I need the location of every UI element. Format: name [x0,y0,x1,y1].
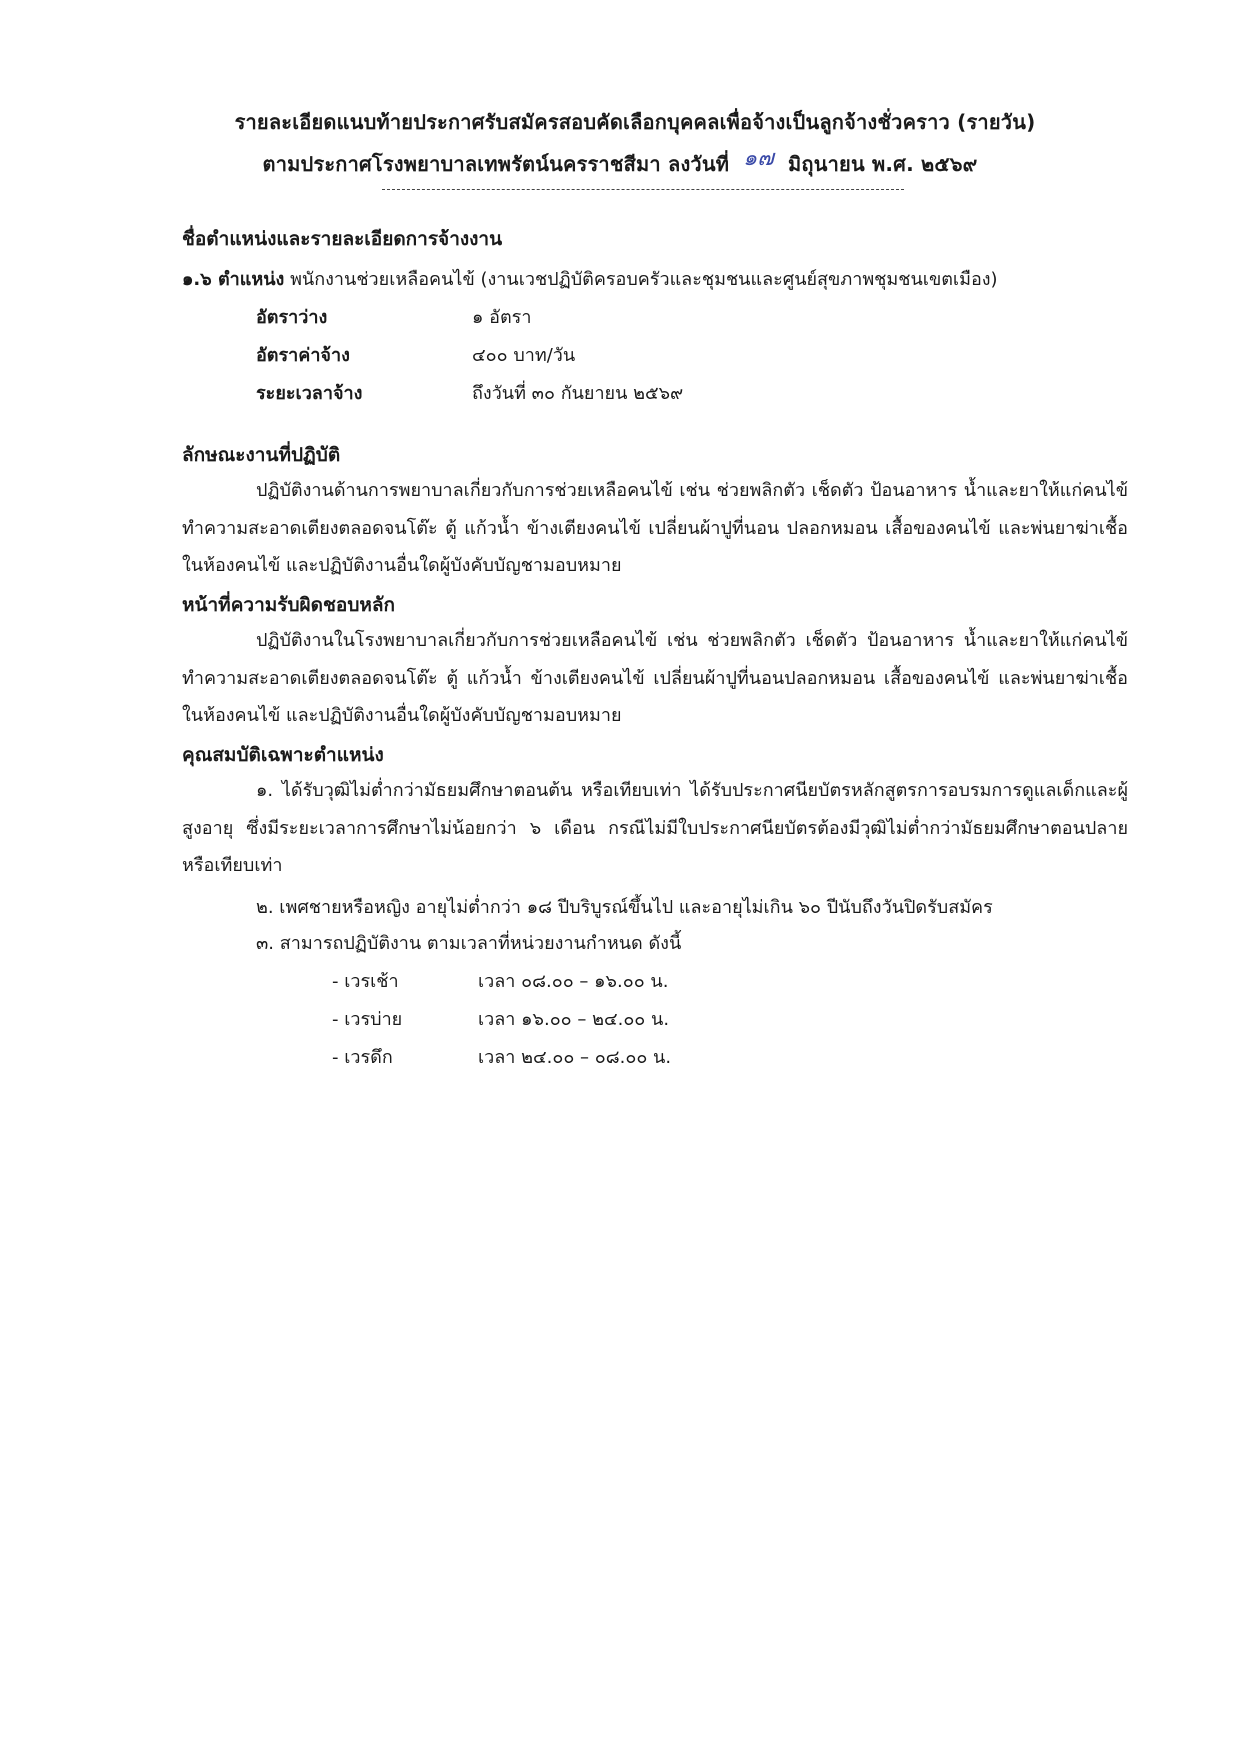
document-title: รายละเอียดแนบท้ายประกาศรับสมัครสอบคัดเลือกบุคคลเพื่อจ้างเป็นลูกจ้างชั่วคราว (รายวัน) [234,110,1036,134]
shift-row-afternoon [332,1004,669,1033]
shift-row-morning [332,966,668,995]
period-row [256,378,683,407]
main-duties-heading: หน้าที่ความรับผิดชอบหลัก [182,594,396,616]
position-value: พนักงานช่วยเหลือคนไข้ (งานเวชปฏิบัติครอบครัวและชุมชนและศูนย์สุขภาพชุมชนเขตเมือง) [290,269,998,290]
job-nature-heading: ลักษณะงานที่ปฏิบัติ [182,444,341,466]
wage-value: ๔๐๐ บาท/วัน [472,345,576,366]
shift-name: - เวรเช้า [332,971,399,992]
main-duties-paragraph: ปฏิบัติงานในโรงพยาบาลเกี่ยวกับการช่วยเหลือคนไข้ เช่น ช่วยพลิกตัว เช็ดตัว ป้อนอาหาร น้ำและยาให้แก่คนไข้ ทำความสะอาดเตียงตลอดจนโต๊ะ ตู้ แก้วน้ำ ข้างเตียงคนไข้ เปลี่ยนผ้าปูที่นอนปลอกหมอน เสื้อของคนไข้ และพ่นยาฆ่าเชื้อในห้องคนไข้ และปฏิบัติงานอื่นใดผู้บังคับบัญชามอบหมาย [182,630,1128,726]
qualification-item-2: ๒. เพศชายหรือหญิง อายุไม่ต่ำกว่า ๑๘ ปีบริบูรณ์ขึ้นไป และอายุไม่เกิน ๖๐ ปีนับถึงวันปิดรับสมัคร [256,897,993,918]
position-label: ๑.๖ ตำแหน่ง [182,269,285,290]
vacancy-label: อัตราว่าง [256,307,328,328]
position-line [182,264,998,293]
vacancy-value: ๑ อัตรา [472,307,532,328]
wage-label: อัตราค่าจ้าง [256,345,350,366]
qualifications-heading: คุณสมบัติเฉพาะตำแหน่ง [182,744,384,766]
shift-name: - เวรบ่าย [332,1009,403,1030]
shift-time: เวลา ๒๔.๐๐ – ๐๘.๐๐ น. [478,1047,672,1068]
announcement-reference-prefix: ตามประกาศโรงพยาบาลเทพรัตน์นครราชสีมา ลงวันที่ [262,152,730,176]
shift-time: เวลา ๑๖.๐๐ – ๒๔.๐๐ น. [478,1009,670,1030]
job-nature-paragraph: ปฏิบัติงานด้านการพยาบาลเกี่ยวกับการช่วยเหลือคนไข้ เช่น ช่วยพลิกตัว เช็ดตัว ป้อนอาหาร น้ำและยาให้แก่คนไข้ ทำความสะอาดเตียงตลอดจนโต๊ะ ตู้ แก้วน้ำ ข้างเตียงคนไข้ เปลี่ยนผ้าปูที่นอน ปลอกหมอน เสื้อของคนไข้ และพ่นยาฆ่าเชื้อในห้องคนไข้ และปฏิบัติงานอื่นใดผู้บังคับบัญชามอบหมาย [182,480,1128,576]
shift-row-night [332,1042,671,1071]
shift-name: - เวรดึก [332,1047,393,1068]
header-separator [382,189,904,190]
announcement-reference-suffix: มิถุนายน พ.ศ. ๒๕๖๙ [788,152,978,176]
qualification-item-3: ๓. สามารถปฏิบัติงาน ตามเวลาที่หน่วยงานกำหนด ดังนี้ [256,933,682,954]
qualification-item-1: ๑. ได้รับวุฒิไม่ต่ำกว่ามัธยมศึกษาตอนต้น หรือเทียบเท่า ได้รับประกาศนียบัตรหลักสูตรการอบรมการดูแลเด็กและผู้สูงอายุ ซึ่งมีระยะเวลาการศึกษาไม่น้อยกว่า ๖ เดือน กรณีไม่มีใบประกาศนียบัตรต้องมีวุฒิไม่ต่ำกว่ามัธยมศึกษาตอนปลาย หรือเทียบเท่า [182,780,1128,876]
period-label: ระยะเวลาจ้าง [256,383,363,404]
wage-row [256,340,575,369]
position-section-heading: ชื่อตำแหน่งและรายละเอียดการจ้างงาน [182,228,503,250]
vacancy-row [256,302,531,331]
announcement-reference [0,146,1240,181]
handwritten-date-day: ๑๗ [743,146,775,171]
period-value: ถึงวันที่ ๓๐ กันยายน ๒๕๖๙ [472,383,684,404]
shift-time: เวลา ๐๘.๐๐ – ๑๖.๐๐ น. [478,971,669,992]
